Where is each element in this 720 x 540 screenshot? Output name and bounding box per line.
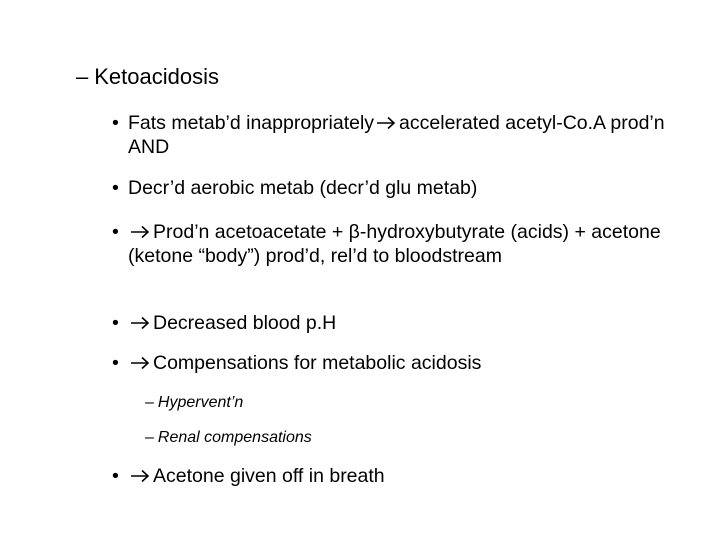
right-arrow-icon xyxy=(130,356,150,370)
bullet-dot: • xyxy=(112,177,119,199)
bullet-text-part: Decreased blood p.H xyxy=(153,312,337,334)
heading-text: Ketoacidosis xyxy=(94,64,219,89)
bullet-text xyxy=(128,464,682,488)
bullet-item xyxy=(112,220,682,268)
bullet-dot: • xyxy=(112,312,119,334)
bullet-item xyxy=(112,176,682,200)
bullet-text xyxy=(128,351,682,375)
bullet-text-part: Acetone given off in breath xyxy=(153,465,385,487)
sub-item-dash: – xyxy=(145,394,154,411)
bullet-text-part: Prod’n acetoacetate + β-hydroxybutyrate (acids) + acetone (ketone “body”) prod’d, rel’d to bloodstream xyxy=(128,221,661,267)
bullet-dot: • xyxy=(112,465,119,487)
bullet-item xyxy=(112,351,682,375)
sub-item xyxy=(145,393,243,413)
bullet-text-part: accelerated acetyl-Co.A prod’n AND xyxy=(128,112,665,158)
sub-item xyxy=(145,428,312,448)
right-arrow-icon xyxy=(130,225,150,239)
bullet-dot: • xyxy=(112,352,119,374)
bullet-text-part: Compensations for metabolic acidosis xyxy=(153,352,482,374)
sub-item-dash: – xyxy=(145,429,154,446)
bullet-text xyxy=(128,111,682,159)
bullet-text-part: Fats metab’d inappropriately xyxy=(128,112,375,134)
right-arrow-icon xyxy=(130,469,150,483)
bullet-dot: • xyxy=(112,112,119,134)
bullet-dot: • xyxy=(112,221,119,243)
slide-heading xyxy=(76,64,219,90)
bullet-text xyxy=(128,311,682,335)
bullet-item xyxy=(112,111,682,159)
sub-item-text: Hypervent’n xyxy=(157,394,244,411)
right-arrow-icon xyxy=(130,316,150,330)
right-arrow-icon xyxy=(376,116,396,130)
bullet-text: Decr’d aerobic metab (decr’d glu metab) xyxy=(128,177,478,199)
bullet-item xyxy=(112,311,682,335)
bullet-text xyxy=(128,220,682,268)
bullet-item xyxy=(112,464,682,488)
heading-dash: – xyxy=(76,64,89,89)
sub-item-text: Renal compensations xyxy=(157,429,312,446)
